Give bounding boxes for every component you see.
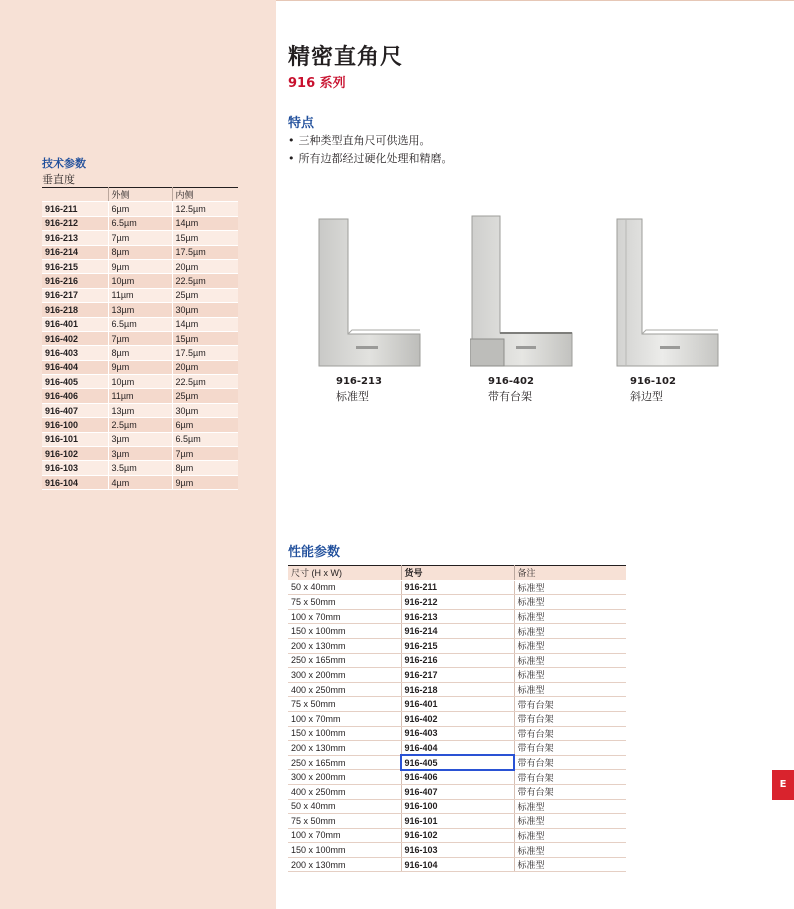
- perf-size-cell: 150 x 100mm: [288, 726, 401, 741]
- spec-inner-cell: 22.5µm: [172, 274, 238, 288]
- perf-size-cell: 100 x 70mm: [288, 711, 401, 726]
- spec-outer-cell: 3µm: [108, 432, 172, 446]
- perf-code-cell: 916-404: [401, 741, 514, 756]
- perf-code-cell: 916-213: [401, 609, 514, 624]
- perf-col-code: 货号: [401, 566, 514, 581]
- feature-item: • 三种类型直角尺可供选用。: [288, 132, 453, 150]
- feature-item: • 所有边都经过硬化处理和精磨。: [288, 150, 453, 168]
- performance-row: [288, 624, 626, 639]
- features-list: [288, 132, 453, 168]
- perf-remark-cell: 标准型: [514, 580, 626, 595]
- product-image-916-213: [318, 218, 422, 368]
- spec-model-cell: 916-402: [42, 331, 108, 345]
- performance-row: [288, 843, 626, 858]
- perf-size-cell: 100 x 70mm: [288, 609, 401, 624]
- perf-size-cell: 50 x 40mm: [288, 580, 401, 595]
- spec-row: [42, 303, 238, 317]
- spec-col-inner: 内侧: [172, 188, 238, 202]
- spec-row: [42, 461, 238, 475]
- performance-row: [288, 711, 626, 726]
- perf-remark-cell: 标准型: [514, 668, 626, 683]
- performance-row: [288, 653, 626, 668]
- spec-inner-cell: 14µm: [172, 216, 238, 230]
- perf-code-cell: 916-103: [401, 843, 514, 858]
- perf-size-cell: 100 x 70mm: [288, 828, 401, 843]
- performance-row: [288, 682, 626, 697]
- spec-outer-cell: 3.5µm: [108, 461, 172, 475]
- section-tab[interactable]: E: [772, 770, 794, 800]
- perf-code-cell: 916-100: [401, 799, 514, 814]
- perf-remark-cell: 标准型: [514, 799, 626, 814]
- spec-outer-cell: 6.5µm: [108, 216, 172, 230]
- product-code: 916-213: [336, 376, 382, 387]
- perf-size-cell: 200 x 130mm: [288, 638, 401, 653]
- perf-code-cell: 916-218: [401, 682, 514, 697]
- spec-row: [42, 288, 238, 302]
- spec-outer-cell: 13µm: [108, 403, 172, 417]
- spec-model-cell: 916-401: [42, 317, 108, 331]
- performance-row: [288, 814, 626, 829]
- spec-row: [42, 432, 238, 446]
- spec-inner-cell: 8µm: [172, 461, 238, 475]
- spec-outer-cell: 2.5µm: [108, 418, 172, 432]
- perf-remark-cell: 带有台架: [514, 741, 626, 756]
- perf-remark-cell: 标准型: [514, 609, 626, 624]
- spec-outer-cell: 11µm: [108, 389, 172, 403]
- product-code: 916-102: [630, 376, 676, 387]
- spec-model-cell: 916-211: [42, 202, 108, 216]
- spec-row: [42, 475, 238, 489]
- spec-outer-cell: 9µm: [108, 360, 172, 374]
- performance-row: [288, 726, 626, 741]
- performance-row: [288, 668, 626, 683]
- spec-row: [42, 331, 238, 345]
- spec-model-cell: 916-100: [42, 418, 108, 432]
- spec-heading: 技术参数: [42, 157, 86, 170]
- spec-inner-cell: 30µm: [172, 303, 238, 317]
- perf-size-cell: 300 x 200mm: [288, 668, 401, 683]
- spec-row: [42, 375, 238, 389]
- spec-model-cell: 916-104: [42, 475, 108, 489]
- spec-outer-cell: 10µm: [108, 274, 172, 288]
- product-name: 标准型: [336, 390, 369, 403]
- perf-code-cell: 916-101: [401, 814, 514, 829]
- perf-size-cell: 75 x 50mm: [288, 595, 401, 610]
- spec-outer-cell: 8µm: [108, 346, 172, 360]
- performance-row: [288, 580, 626, 595]
- spec-outer-cell: 7µm: [108, 331, 172, 345]
- perf-remark-cell: 标准型: [514, 624, 626, 639]
- spec-outer-cell: 6.5µm: [108, 317, 172, 331]
- perf-code-cell: 916-212: [401, 595, 514, 610]
- spec-inner-cell: 14µm: [172, 317, 238, 331]
- spec-row: [42, 360, 238, 374]
- series-label: 916 系列: [288, 76, 346, 91]
- spec-inner-cell: 25µm: [172, 288, 238, 302]
- perf-remark-cell: 带有台架: [514, 770, 626, 785]
- spec-model-cell: 916-103: [42, 461, 108, 475]
- spec-model-cell: 916-403: [42, 346, 108, 360]
- perf-size-cell: 200 x 130mm: [288, 741, 401, 756]
- spec-header-row: [42, 188, 238, 202]
- spec-model-cell: 916-213: [42, 231, 108, 245]
- top-rule: [276, 0, 794, 1]
- spec-outer-cell: 8µm: [108, 245, 172, 259]
- performance-row: [288, 784, 626, 799]
- perf-size-cell: 50 x 40mm: [288, 799, 401, 814]
- spec-inner-cell: 15µm: [172, 231, 238, 245]
- perf-remark-cell: 带有台架: [514, 726, 626, 741]
- performance-row: [288, 799, 626, 814]
- spec-row: [42, 418, 238, 432]
- product-code: 916-402: [488, 376, 534, 387]
- perf-size-cell: 150 x 100mm: [288, 624, 401, 639]
- spec-model-cell: 916-217: [42, 288, 108, 302]
- spec-model-cell: 916-212: [42, 216, 108, 230]
- perf-size-cell: 200 x 130mm: [288, 857, 401, 872]
- spec-model-cell: 916-102: [42, 447, 108, 461]
- spec-model-cell: 916-215: [42, 259, 108, 273]
- perf-remark-cell: 标准型: [514, 857, 626, 872]
- perf-size-cell: 300 x 200mm: [288, 770, 401, 785]
- spec-model-cell: 916-218: [42, 303, 108, 317]
- perf-code-cell: 916-402: [401, 711, 514, 726]
- performance-row: [288, 755, 626, 770]
- perf-code-cell: 916-211: [401, 580, 514, 595]
- perf-remark-cell: 标准型: [514, 814, 626, 829]
- spec-inner-cell: 22.5µm: [172, 375, 238, 389]
- spec-inner-cell: 20µm: [172, 259, 238, 273]
- spec-row: [42, 231, 238, 245]
- spec-model-cell: 916-214: [42, 245, 108, 259]
- spec-outer-cell: 6µm: [108, 202, 172, 216]
- spec-outer-cell: 10µm: [108, 375, 172, 389]
- product-image-916-402: [470, 215, 574, 368]
- perf-code-cell: 916-407: [401, 784, 514, 799]
- performance-table: [288, 565, 626, 872]
- product-name: 带有台架: [488, 390, 532, 403]
- performance-row: [288, 609, 626, 624]
- spec-subheading: 垂直度: [42, 173, 75, 186]
- perf-code-cell: 916-104: [401, 857, 514, 872]
- performance-row: [288, 697, 626, 712]
- spec-inner-cell: 17.5µm: [172, 245, 238, 259]
- spec-outer-cell: 13µm: [108, 303, 172, 317]
- perf-col-size: 尺寸 (H x W): [288, 566, 401, 581]
- spec-row: [42, 245, 238, 259]
- perf-code-cell: 916-215: [401, 638, 514, 653]
- perf-remark-cell: 标准型: [514, 595, 626, 610]
- performance-row: [288, 595, 626, 610]
- perf-remark-cell: 标准型: [514, 843, 626, 858]
- perf-code-cell: 916-214: [401, 624, 514, 639]
- spec-row: [42, 317, 238, 331]
- spec-model-cell: 916-216: [42, 274, 108, 288]
- perf-size-cell: 250 x 165mm: [288, 755, 401, 770]
- perf-code-cell: 916-406: [401, 770, 514, 785]
- perf-size-cell: 75 x 50mm: [288, 697, 401, 712]
- perf-size-cell: 400 x 250mm: [288, 784, 401, 799]
- perf-remark-cell: 标准型: [514, 682, 626, 697]
- spec-inner-cell: 12.5µm: [172, 202, 238, 216]
- spec-model-cell: 916-101: [42, 432, 108, 446]
- spec-inner-cell: 20µm: [172, 360, 238, 374]
- spec-model-cell: 916-404: [42, 360, 108, 374]
- performance-header-row: [288, 566, 626, 581]
- spec-row: [42, 389, 238, 403]
- spec-outer-cell: 4µm: [108, 475, 172, 489]
- spec-table: [42, 187, 238, 490]
- perf-col-remark: 备注: [514, 566, 626, 581]
- performance-row: [288, 857, 626, 872]
- spec-inner-cell: 17.5µm: [172, 346, 238, 360]
- perf-code-cell: 916-217: [401, 668, 514, 683]
- perf-size-cell: 75 x 50mm: [288, 814, 401, 829]
- spec-inner-cell: 25µm: [172, 389, 238, 403]
- spec-inner-cell: 15µm: [172, 331, 238, 345]
- spec-inner-cell: 30µm: [172, 403, 238, 417]
- spec-col-outer: 外侧: [108, 188, 172, 202]
- spec-row: [42, 447, 238, 461]
- spec-inner-cell: 6.5µm: [172, 432, 238, 446]
- perf-code-cell: 916-401: [401, 697, 514, 712]
- perf-code-cell: 916-403: [401, 726, 514, 741]
- performance-row: [288, 770, 626, 785]
- performance-row: [288, 741, 626, 756]
- perf-code-cell: 916-216: [401, 653, 514, 668]
- spec-row: [42, 216, 238, 230]
- spec-row: [42, 202, 238, 216]
- spec-outer-cell: 11µm: [108, 288, 172, 302]
- perf-remark-cell: 带有台架: [514, 755, 626, 770]
- spec-outer-cell: 3µm: [108, 447, 172, 461]
- perf-code-cell: 916-102: [401, 828, 514, 843]
- spec-row: [42, 346, 238, 360]
- spec-outer-cell: 9µm: [108, 259, 172, 273]
- perf-remark-cell: 标准型: [514, 638, 626, 653]
- perf-remark-cell: 标准型: [514, 828, 626, 843]
- spec-model-cell: 916-405: [42, 375, 108, 389]
- performance-row: [288, 638, 626, 653]
- perf-size-cell: 250 x 165mm: [288, 653, 401, 668]
- perf-remark-cell: 带有台架: [514, 784, 626, 799]
- spec-inner-cell: 9µm: [172, 475, 238, 489]
- spec-row: [42, 274, 238, 288]
- performance-heading: 性能参数: [288, 545, 341, 560]
- product-name: 斜边型: [630, 390, 663, 403]
- perf-code-cell-highlighted: 916-405: [401, 755, 514, 770]
- perf-remark-cell: 标准型: [514, 653, 626, 668]
- perf-size-cell: 400 x 250mm: [288, 682, 401, 697]
- spec-col-model: [42, 188, 108, 202]
- performance-row: [288, 828, 626, 843]
- page-title: 精密直角尺: [288, 45, 404, 70]
- spec-model-cell: 916-407: [42, 403, 108, 417]
- spec-row: [42, 403, 238, 417]
- perf-size-cell: 150 x 100mm: [288, 843, 401, 858]
- perf-remark-cell: 带有台架: [514, 697, 626, 712]
- spec-outer-cell: 7µm: [108, 231, 172, 245]
- spec-row: [42, 259, 238, 273]
- product-image-916-102: [616, 218, 720, 368]
- perf-remark-cell: 带有台架: [514, 711, 626, 726]
- spec-inner-cell: 6µm: [172, 418, 238, 432]
- features-heading: 特点: [288, 116, 315, 131]
- spec-inner-cell: 7µm: [172, 447, 238, 461]
- spec-model-cell: 916-406: [42, 389, 108, 403]
